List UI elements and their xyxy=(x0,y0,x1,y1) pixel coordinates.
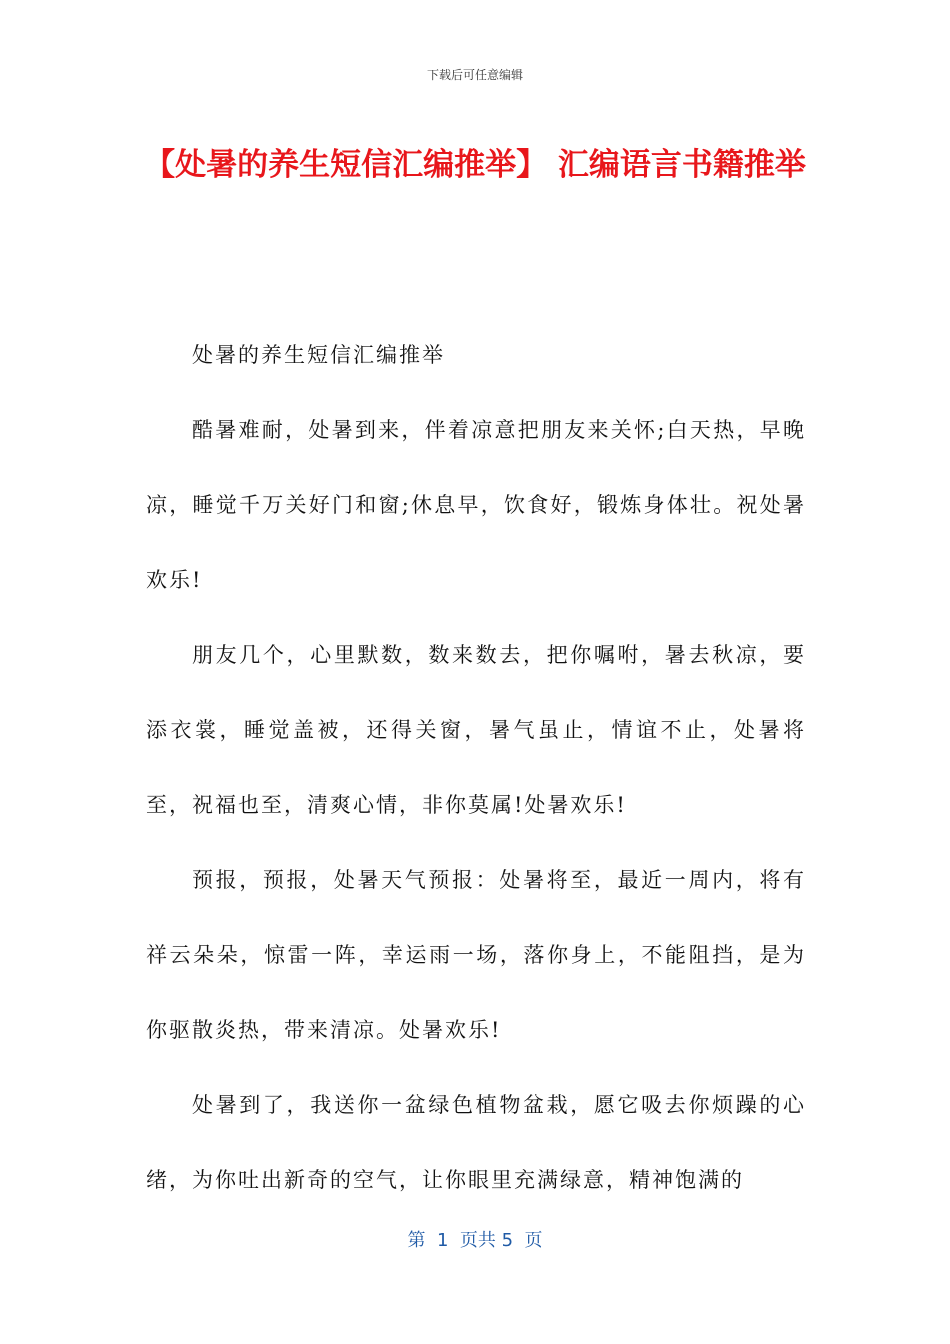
header-note: 下载后可任意编辑 xyxy=(426,68,523,82)
paragraph: 朋友几个，心里默数，数来数去，把你嘱咐，暑去秋凉，要添衣裳，睡觉盖被，还得关窗，暑气虽止，情谊不止，处暑将至，祝福也至，清爽心情，非你莫属!处暑欢乐! xyxy=(146,643,806,817)
page-number-footer: 第 1 页共 5 页 xyxy=(407,1230,543,1251)
paragraph-subtitle: 处暑的养生短信汇编推举 xyxy=(192,343,445,367)
paragraph: 酷暑难耐，处暑到来，伴着凉意把朋友来关怀;白天热，早晚凉，睡觉千万关好门和窗;休息早，饮食好，锻炼身体壮。祝处暑欢乐! xyxy=(146,418,806,592)
paragraph: 处暑到了，我送你一盆绿色植物盆栽，愿它吸去你烦躁的心绪，为你吐出新奇的空气，让你眼里充满绿意，精神饱满的 xyxy=(146,1093,806,1192)
paragraph: 预报，预报，处暑天气预报：处暑将至，最近一周内，将有祥云朵朵，惊雷一阵，幸运雨一场，落你身上，不能阻挡，是为你驱散炎热，带来清凉。处暑欢乐! xyxy=(146,868,806,1042)
document-body xyxy=(146,318,806,1218)
document-title: 【处暑的养生短信汇编推举】 汇编语言书籍推举 xyxy=(144,147,806,183)
